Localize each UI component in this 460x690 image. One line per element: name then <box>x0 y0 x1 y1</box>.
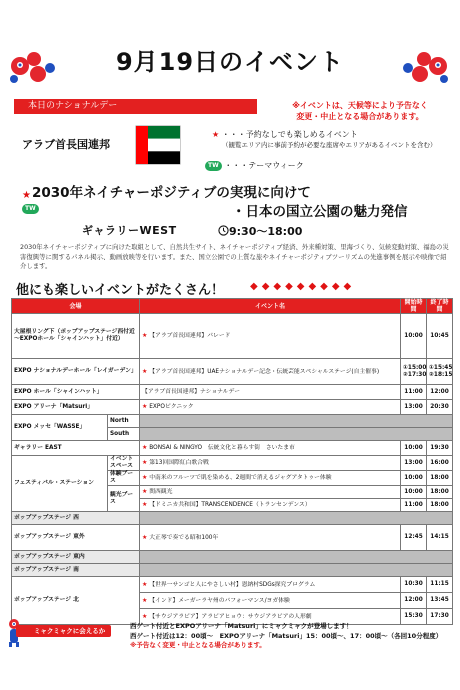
venue-cell: ポップアップステージ 北 <box>12 577 140 625</box>
footer-notes <box>130 622 442 651</box>
footer-line-1: 西ゲート付近とEXPOアリーナ「Matsuri」にミャクミャクが登場します！ <box>130 622 353 630</box>
end-cell: 14:15 <box>427 525 453 551</box>
header-event: イベント名 <box>140 299 401 314</box>
clock-icon <box>218 225 229 236</box>
start-cell: 11:00 <box>401 385 427 400</box>
start-cell: 13:00 <box>401 400 427 415</box>
legend-theme-week-text: テーマウィーク <box>248 161 304 170</box>
sub-venue-cell: North <box>108 415 140 428</box>
end-cell: 16:00 <box>427 456 453 471</box>
table-row <box>12 441 453 456</box>
event-text: 【アラブ首長国連邦】UAEナショナルデー記念・伝統芸能スペシャルステージ(自主催事) <box>149 368 380 375</box>
start-cell: 12:45 <box>401 525 427 551</box>
venue-cell: ギャラリー EAST <box>12 441 140 456</box>
empty-cell <box>140 428 453 441</box>
national-day-label: 本日のナショナルデー <box>14 99 257 114</box>
venue-cell: EXPO アリーナ「Matsuri」 <box>12 400 140 415</box>
events-table <box>11 298 453 625</box>
table-row <box>12 314 453 359</box>
venue-cell: ポップアップステージ 東内 <box>12 551 140 564</box>
page-title: 9月19日のイベント <box>115 48 345 76</box>
empty-cell <box>140 512 453 525</box>
start-cell: 12:00 <box>401 593 427 609</box>
end-cell: 10:45 <box>427 314 453 359</box>
event-text: EXPOピクニック <box>149 404 194 410</box>
feature-venue: ギャラリーWEST <box>82 224 177 237</box>
legend-theme-week: TW ・・・テーマウィーク <box>205 160 304 171</box>
venue-cell: EXPO ホール「シャインハット」 <box>12 385 140 400</box>
end-cell: 17:30 <box>427 609 453 625</box>
start-cell: 10:00 <box>401 441 427 456</box>
uae-flag-icon <box>136 126 180 164</box>
sub-venue-cell: South <box>108 428 140 441</box>
empty-cell <box>140 551 453 564</box>
red-star-icon: ★ <box>142 533 148 541</box>
sub-venue-cell: 観光ブース <box>108 486 140 512</box>
event-cell <box>140 359 401 385</box>
table-row <box>12 577 453 593</box>
red-star-icon: ★ <box>142 501 148 508</box>
red-star-icon: ★ <box>142 332 148 339</box>
table-row <box>12 456 453 471</box>
event-cell <box>140 456 401 471</box>
event-text: 【ドミニカ共和国】TRANSCENDENCE（トランセンデンス） <box>149 502 311 508</box>
event-cell <box>140 499 401 512</box>
end-cell: 18:00 <box>427 471 453 486</box>
table-row <box>12 551 453 564</box>
start-cell: 11:00 <box>401 499 427 512</box>
event-cell <box>140 593 401 609</box>
legend-reservation-free-text: 予約なしでも楽しめるイベント <box>245 130 358 139</box>
start-cell: ①15:00 ②17:30 <box>401 359 427 385</box>
event-cell <box>140 577 401 593</box>
table-row <box>12 415 453 428</box>
red-star-icon: ★ <box>142 580 148 588</box>
more-events-title: 他にも楽しいイベントがたくさん！ <box>16 283 225 298</box>
feature-time <box>218 223 302 239</box>
country-name: アラブ首長国連邦 <box>22 138 110 151</box>
event-text: 中南米のフルーツで肌を染める、2週間で消えるジャグアタトゥー体験 <box>149 475 332 481</box>
event-cell <box>140 525 401 551</box>
red-star-icon: ★ <box>142 488 148 495</box>
empty-cell <box>140 564 453 577</box>
footer-line-2: 西ゲート付近は12：00頃～ EXPOアリーナ「Matsuri」15：00頃～、17：00頃～（各回10分程度） <box>130 631 443 640</box>
venue-cell: 大屋根リング下（ポップアップステージ西付近～EXPOホール「シャインハット」付近） <box>12 314 140 359</box>
table-row <box>12 512 453 525</box>
event-cell: 【アラブ首長国連邦】ナショナルデー <box>140 385 401 400</box>
end-cell: 11:15 <box>427 577 453 593</box>
event-text: 【アラブ首長国連邦】パレード <box>149 333 231 339</box>
venue-cell: ポップアップステージ 西 <box>12 512 140 525</box>
end-cell: 20:30 <box>427 400 453 415</box>
event-text: 【サウジアラビア】アラビアヒョウ：サウジアラビアの人形劇 <box>149 613 312 620</box>
end-cell: 19:30 <box>427 441 453 456</box>
red-star-icon: ★ <box>142 444 148 451</box>
sub-venue-cell: イベントスペース <box>108 456 140 471</box>
notice-line-2: 変更・中止となる場合があります。 <box>296 112 424 121</box>
weather-notice <box>270 100 450 122</box>
table-row <box>12 525 453 551</box>
start-cell: 10:30 <box>401 577 427 593</box>
red-star-icon: ★ <box>212 130 220 139</box>
event-text: BONSAI & NINGYO 伝統文化と暮らす街 さいたま市 <box>149 445 295 451</box>
red-star-icon: ★ <box>142 474 148 481</box>
notice-line-1: ※イベントは、天候等により予告なく <box>292 101 428 110</box>
start-cell: 10:00 <box>401 471 427 486</box>
end-cell: 18:00 <box>427 499 453 512</box>
sub-venue-cell: 体験ブース <box>108 471 140 486</box>
red-star-icon: ★ <box>142 459 148 466</box>
table-header-row <box>12 299 453 314</box>
end-cell: 12:00 <box>427 385 453 400</box>
feature-tw-badge-icon: TW <box>22 204 39 214</box>
table-row <box>12 359 453 385</box>
start-cell: 10:00 <box>401 486 427 499</box>
event-text: 大正琴で奏でる昭和100年 <box>149 534 219 541</box>
myaku-badge: ミャクミャクに会えるかも!? <box>16 625 111 637</box>
start-cell: 10:00 <box>401 314 427 359</box>
start-cell: 15:30 <box>401 609 427 625</box>
event-cell <box>140 486 401 499</box>
red-star-icon: ★ <box>142 403 148 410</box>
venue-cell: ポップアップステージ 東外 <box>12 525 140 551</box>
header-start: 開始時間 <box>401 299 427 314</box>
event-cell <box>140 471 401 486</box>
footer-line-3: ※予告なく変更・中止となる場合があります。 <box>130 641 266 649</box>
venue-cell: EXPO メッセ「WASSE」 <box>12 415 108 441</box>
feature-description: 2030年ネイチャーポジティブに向けた取組として、自然共生サイト、ネイチャーポジティブ経済、外来種対策、里海づくり、気候変動対策、福島の災害復興等に関するパネル掲示、動画放映等を行います。また、国立公園での上質な旅やネイチャーポジティブツーリズムの先進事例を展示や映像で紹介します。 <box>20 243 449 270</box>
table-row <box>12 400 453 415</box>
table-row <box>12 564 453 577</box>
header-end: 終了時間 <box>427 299 453 314</box>
end-cell: 18:00 <box>427 486 453 499</box>
tw-badge-icon: TW <box>205 161 222 171</box>
feature-headline-1: 2030年ネイチャーポジティブの実現に向けて <box>32 185 311 201</box>
event-cell <box>140 314 401 359</box>
event-cell <box>140 441 401 456</box>
diamond-decor-icon: ◆◆◆◆◆◆◆◆◆ <box>250 281 356 292</box>
empty-cell <box>140 415 453 428</box>
event-text: 第13回国際紅白歌合戦 <box>149 460 209 466</box>
header-venue: 会場 <box>12 299 140 314</box>
venue-cell: ポップアップステージ 南 <box>12 564 140 577</box>
start-cell: 13:00 <box>401 456 427 471</box>
red-star-icon: ★ <box>142 367 148 375</box>
red-star-icon: ★ <box>142 596 148 604</box>
venue-cell: EXPO ナショナルデーホール「レイガーデン」 <box>12 359 140 385</box>
event-text: 【世界一サンゴと人にやさしい村】恩納村SDGs探究プログラム <box>149 581 316 588</box>
table-row <box>12 385 453 400</box>
venue-cell: フェスティバル・ステーション <box>12 456 108 512</box>
legend-reservation-note: （観覧エリア内に事前予約が必要な座席やエリアがあるイベントを含む） <box>222 141 437 149</box>
end-cell: ①15:45 ②18:15 <box>427 359 453 385</box>
feature-star-icon: ★ <box>22 190 31 201</box>
event-text: 関西観光 <box>149 489 173 495</box>
feature-headline-2: ・日本の国立公園の魅力発信 <box>232 204 408 220</box>
red-star-icon: ★ <box>142 612 148 620</box>
event-cell <box>140 400 401 415</box>
end-cell: 13:45 <box>427 593 453 609</box>
feature-time-text: 9:30～18:00 <box>229 225 303 238</box>
legend-reservation-free: ★ ・・・予約なしでも楽しめるイベント （観覧エリア内に事前予約が必要な座席やエリアがあるイベントを含む） <box>212 130 437 149</box>
event-text: 【インド】メーガーラヤ州のパフォーマンス/ヨガ体験 <box>149 597 290 604</box>
